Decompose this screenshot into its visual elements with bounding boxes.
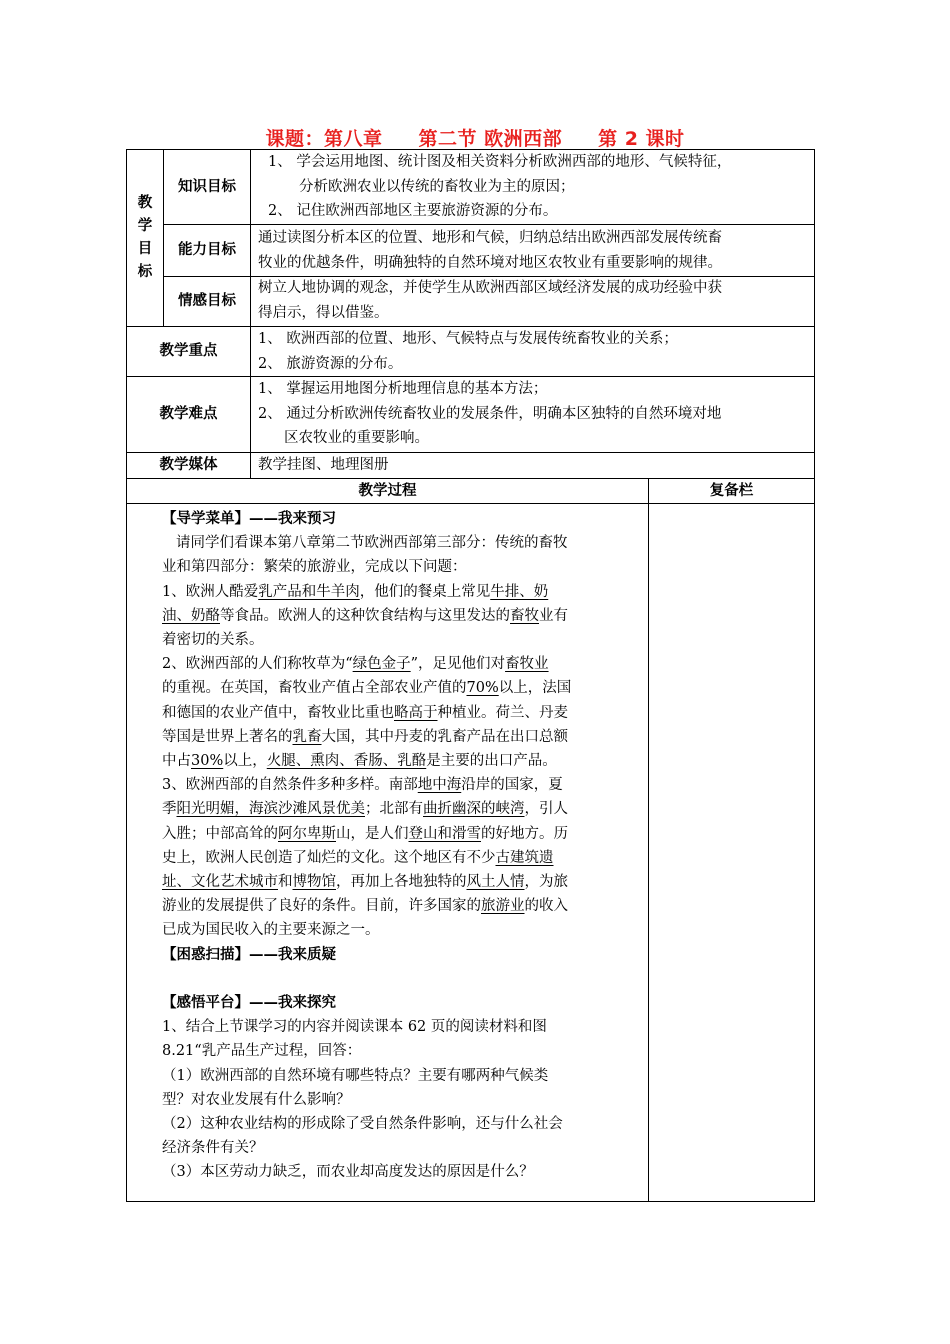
objectives-label-cell [127,150,163,326]
title-prefix: 课题：第八章 [265,128,383,150]
difficulties-label: 教学难点 [159,406,218,423]
question-2-line5: 中占30%以上，火腿、熏肉、香肠、乳酪是主要的出口产品。 [162,753,557,770]
question-2-line2: 的重视。在英国，畜牧业产值占全部农业产值的70%以上，法国 [162,680,572,697]
ability-text-line1: 通过读图分析本区的位置、地形和气候，归纳总结出欧洲西部发展传统畜 [258,230,722,246]
knowledge-item-1-cont: 分析欧洲农业以传统的畜牧业为主的原因； [299,178,575,195]
objectives-label: 教学目标 [137,195,153,280]
insight-sub-1-cont: 型？对农业发展有什么影响？ [162,1091,351,1108]
insight-heading: 【感悟平台】——我来探究 [162,995,336,1012]
review-header: 复备栏 [709,482,754,499]
process-content [162,507,646,1197]
review-column [649,504,814,1201]
insight-sub-2: （2）这种农业结构的形成除了受自然条件影响，还与什么社会 [162,1116,563,1133]
title-lesson: 第 2 课时 [598,128,685,150]
process-header-cell [127,479,648,503]
question-1-end: 着密切的关系。 [162,632,264,649]
question-2-line3: 和德国的农业产值中，畜牧业比重也略高于种植业。荷兰、丹麦 [162,704,568,721]
key-points-label: 教学重点 [159,343,218,360]
question-1-cont: 油、奶酪等食品。欧洲人的这种饮食结构与这里发达的畜牧业有 [162,607,568,624]
media-label-cell [127,453,250,478]
question-1: 1、欧洲人酷爱乳产品和牛羊肉，他们的餐桌上常见牛排、奶 [162,583,549,600]
guide-intro-line1: 请同学们看课本第八章第二节欧洲西部第三部分：传统的畜牧 [176,535,568,552]
difficulty-2: 2、 通过分析欧洲传统畜牧业的发展条件，明确本区独特的自然环境对地 [258,405,722,422]
ability-text-line2: 牧业的优越条件，明确独特的自然环境对地区农牧业有重要影响的规律。 [258,254,722,271]
guide-intro-line2: 业和第四部分：繁荣的旅游业，完成以下问题： [162,559,467,576]
ability-label-cell [164,225,250,276]
emotion-text-line2: 得启示，得以借鉴。 [258,304,389,321]
question-2: 2、欧洲西部的人们称牧草为“绿色金子”，足见他们对畜牧业 [162,656,549,673]
difficulty-1: 1、 掌握运用地图分析地理信息的基本方法； [258,381,548,397]
confusion-heading: 【困惑扫描】——我来质疑 [162,946,336,963]
media-label: 教学媒体 [159,457,218,474]
key-points-label-cell [127,327,250,376]
question-3: 3、欧洲西部的自然条件多种多样。南部地中海沿岸的国家，夏 [162,777,563,794]
insight-sub-1: （1）欧洲西部的自然环境有哪些特点？主要有哪两种气候类 [162,1067,549,1084]
question-2-line4: 等国是世界上著名的乳畜大国，其中丹麦的乳畜产品在出口总额 [162,728,568,745]
emotion-content [258,276,813,326]
question-3-line7: 已成为国民收入的主要来源之一。 [162,922,380,939]
guide-heading: 【导学菜单】——我来预习 [162,511,336,527]
page-title [0,124,950,151]
difficulties-content [258,377,813,452]
knowledge-label-cell [164,150,250,224]
question-3-line3: 入胜；中部高耸的阿尔卑斯山，是人们登山和滑雪的好地方。历 [162,825,568,842]
process-header: 教学过程 [358,482,417,499]
ability-label: 能力目标 [178,242,236,259]
knowledge-label: 知识目标 [178,178,236,195]
media-content [258,453,813,478]
title-section: 第二节 欧洲西部 [418,128,563,150]
emotion-text-line1: 树立人地协调的观念，并使学生从欧洲西部区域经济发展的成功经验中获 [258,280,722,296]
insight-sub-2-cont: 经济条件有关？ [162,1140,264,1157]
key-point-1: 1、 欧洲西部的位置、地形、气候特点与发展传统畜牧业的关系； [258,331,678,347]
difficulties-label-cell [127,377,250,452]
key-points-content [258,327,813,376]
emotion-label: 情感目标 [178,293,236,310]
emotion-label-cell [164,277,250,326]
knowledge-content [262,150,812,224]
row-divider [163,224,815,225]
blank-line [162,967,646,991]
insight-question-1: 1、结合上节课学习的内容并阅读课本 62 页的阅读材料和图 [162,1019,547,1036]
column-divider [250,149,251,478]
insight-question-1-cont: 8.21“乳产品生产过程，回答： [162,1043,362,1060]
key-point-2: 2、 旅游资源的分布。 [258,355,403,372]
knowledge-item-2: 2、 记住欧洲西部地区主要旅游资源的分布。 [268,203,558,219]
difficulty-2-cont: 区农牧业的重要影响。 [284,430,429,446]
question-3-line2: 季阳光明媚，海滨沙滩风景优美；北部有曲折幽深的峡湾，引人 [162,801,568,818]
question-3-line6: 游业的发展提供了良好的条件。目前，许多国家的旅游业的收入 [162,898,568,915]
insight-sub-3: （3）本区劳动力缺乏，而农业却高度发达的原因是什么？ [162,1164,534,1181]
review-header-cell [649,479,814,503]
knowledge-item-1: 1、 学会运用地图、统计图及相关资料分析欧洲西部的地形、气候特征， [268,154,732,170]
question-3-line4: 史上，欧洲人民创造了灿烂的文化。这个地区有不少古建筑遗 [162,849,554,866]
question-3-line5: 址、文化艺术城市和博物馆，再加上各地独特的风土人情，为旅 [162,874,568,891]
media-text: 教学挂图、地理图册 [258,457,389,473]
ability-content [258,226,813,276]
